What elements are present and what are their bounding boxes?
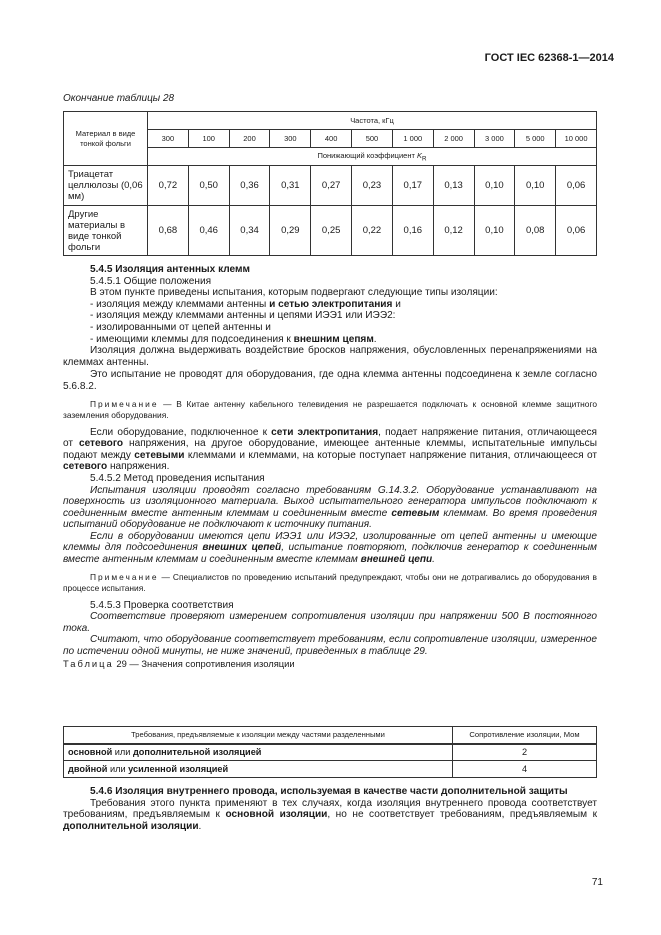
factor-value-cell: 0,06 [556,166,597,206]
frequency-cell: 3 000 [474,130,515,148]
factor-value-cell: 0,34 [229,206,270,256]
paragraph: В этом пункте приведены испытания, которым подвергают следующие типы изоляции: [90,287,498,299]
paragraph: Соответствие проверяют измерением сопротивления изоляции при напряжении 500 В постоянного тока. [63,611,597,634]
factor-value-cell: 0,31 [270,166,311,206]
paragraph: Считают, что оборудование соответствует требованиям, если сопротивление изоляции, измеренное по истечении одной минуты, не ниже значений, приведенных в таблице 29. [63,634,597,658]
factor-value-cell: 0,50 [188,166,229,206]
frequency-cell: 300 [148,130,189,148]
resistance-cell: 2 [453,744,597,761]
factor-value-cell: 0,13 [433,166,474,206]
factor-value-cell: 0,27 [311,166,352,206]
frequency-cell: 1 000 [392,130,433,148]
paragraph: Это испытание не проводят для оборудования, где одна клемма антенны подсоединена к земле согласно 5.6.8.2. [63,369,597,392]
section-545 [63,264,597,669]
requirement-cell: основной или дополнительной изоляцией [64,744,453,761]
frequency-cell: 5 000 [515,130,556,148]
frequency-cell: 400 [311,130,352,148]
section-5451-title: 5.4.5.1 Общие положения [90,275,212,287]
paragraph: Изоляция должна выдерживать воздействие бросков напряжения, обусловленных перенапряжениями на клеммах антенны. [63,345,597,368]
factor-value-cell: 0,08 [515,206,556,256]
frequency-cell: 10 000 [556,130,597,148]
table-row [64,166,597,206]
page-number: 71 [591,877,603,888]
list-item: - имеющими клеммы для подсоединения к внешним цепям. [90,333,377,345]
factor-value-cell: 0,10 [515,166,556,206]
factor-value-cell: 0,25 [311,206,352,256]
paragraph: Требования этого пункта применяют в тех случаях, когда изоляция внутреннего провода соответствует требованиям, предъявляемым к основной изоляции, но не соответствует требованиям, предъявляемым к дополнительной изоляции. [63,797,597,832]
list-item: - изоляция между клеммами антенны и цепями ИЭЭ1 или ИЭЭ2: [90,310,396,322]
section-546 [63,786,597,832]
factor-value-cell: 0,12 [433,206,474,256]
paragraph: Испытания изоляции проводят согласно требованиям G.14.3.2. Оборудование устанавливают на поверхность из изоляционного материала. Выход испытательного генератора импульсов подключают к соединенным вместе антенным клеммам и соединенным вместе сетевым клеммам. Во время проведения испытаний оборудование не подключают к источнику питания. [63,484,598,531]
frequency-cell: 200 [229,130,270,148]
list-item: - изоляция между клеммами антенны и сетью электропитания и [90,298,401,310]
factor-value-cell: 0,22 [352,206,393,256]
section-5453-title: 5.4.5.3 Проверка соответствия [90,599,234,611]
material-column-header: Материал в виде тонкой фольги [64,112,148,166]
material-cell: Триацетат целлюлозы (0,06 мм) [64,166,148,206]
factor-value-cell: 0,10 [474,206,515,256]
table29-col-resistance: Сопротивление изоляции, Мом [453,727,597,744]
frequency-cell: 2 000 [433,130,474,148]
standard-identifier: ГОСТ IEC 62368-1—2014 [484,52,614,64]
resistance-cell: 4 [453,761,597,778]
factor-header: Понижающий коэффициент $K_R$ [148,148,597,166]
frequency-cell: 500 [352,130,393,148]
table-row [64,761,597,778]
factor-value-cell: 0,16 [392,206,433,256]
table28-caption: Окончание таблицы 28 [63,93,175,104]
factor-value-cell: 0,06 [556,206,597,256]
section-546-title: 5.4.6 Изоляция внутреннего провода, используемая в качестве части дополнительной защиты [90,786,568,797]
section-545-title: 5.4.5 Изоляция антенных клемм [90,264,250,275]
factor-value-cell: 0,68 [148,206,189,256]
note: Примечание — Специалистов по проведению испытаний предупреждают, чтобы они не дотрагивались до оборудования в процессе испытания. [63,571,597,593]
factor-value-cell: 0,23 [352,166,393,206]
table29-caption: Таблица 29 — Значения сопротивления изоляции [63,657,295,669]
paragraph: Если оборудование, подключенное к сети электропитания, подает напряжение питания, отличающееся от сетевого напряжения, на другое оборудование, имеющее антенные клеммы, испытательные импульсы подают между сетевыми клеммами и клеммами, на которые поступает напряжение питания, отличающееся от сетевого напряжения. [63,426,597,473]
note: Примечание — В Китае антенну кабельного телевидения не разрешается подключать к основной клемме защитного заземления оборудования. [63,398,597,420]
paragraph: Если в оборудовании имеются цепи ИЭЭ1 или ИЭЭ2, изолированные от цепей антенны и имеющие клеммы для подсоединения внешних цепей, испытание повторяют, подключив генератор к соединенным вместе антенным клеммам и соединенным вместе клеммам внешней цепи. [63,530,597,566]
table-row [64,744,597,761]
requirement-cell: двойной или усиленной изоляцией [64,761,453,778]
frequency-cell: 100 [188,130,229,148]
table-28 [63,111,597,256]
factor-value-cell: 0,17 [392,166,433,206]
section-5452-title: 5.4.5.2 Метод проведения испытания [90,472,265,484]
frequency-cell: 300 [270,130,311,148]
factor-value-cell: 0,29 [270,206,311,256]
table29-col-requirements: Требования, предъявляемые к изоляции между частями разделенными [64,727,453,744]
frequency-group-header: Частота, кГц [148,112,597,130]
factor-value-cell: 0,72 [148,166,189,206]
material-cell: Другие материалы в виде тонкой фольги [64,206,148,256]
factor-value-cell: 0,10 [474,166,515,206]
factor-value-cell: 0,36 [229,166,270,206]
list-item: - изолированными от цепей антенны и [90,321,271,333]
factor-value-cell: 0,46 [188,206,229,256]
table-row [64,206,597,256]
table-29 [63,726,597,778]
